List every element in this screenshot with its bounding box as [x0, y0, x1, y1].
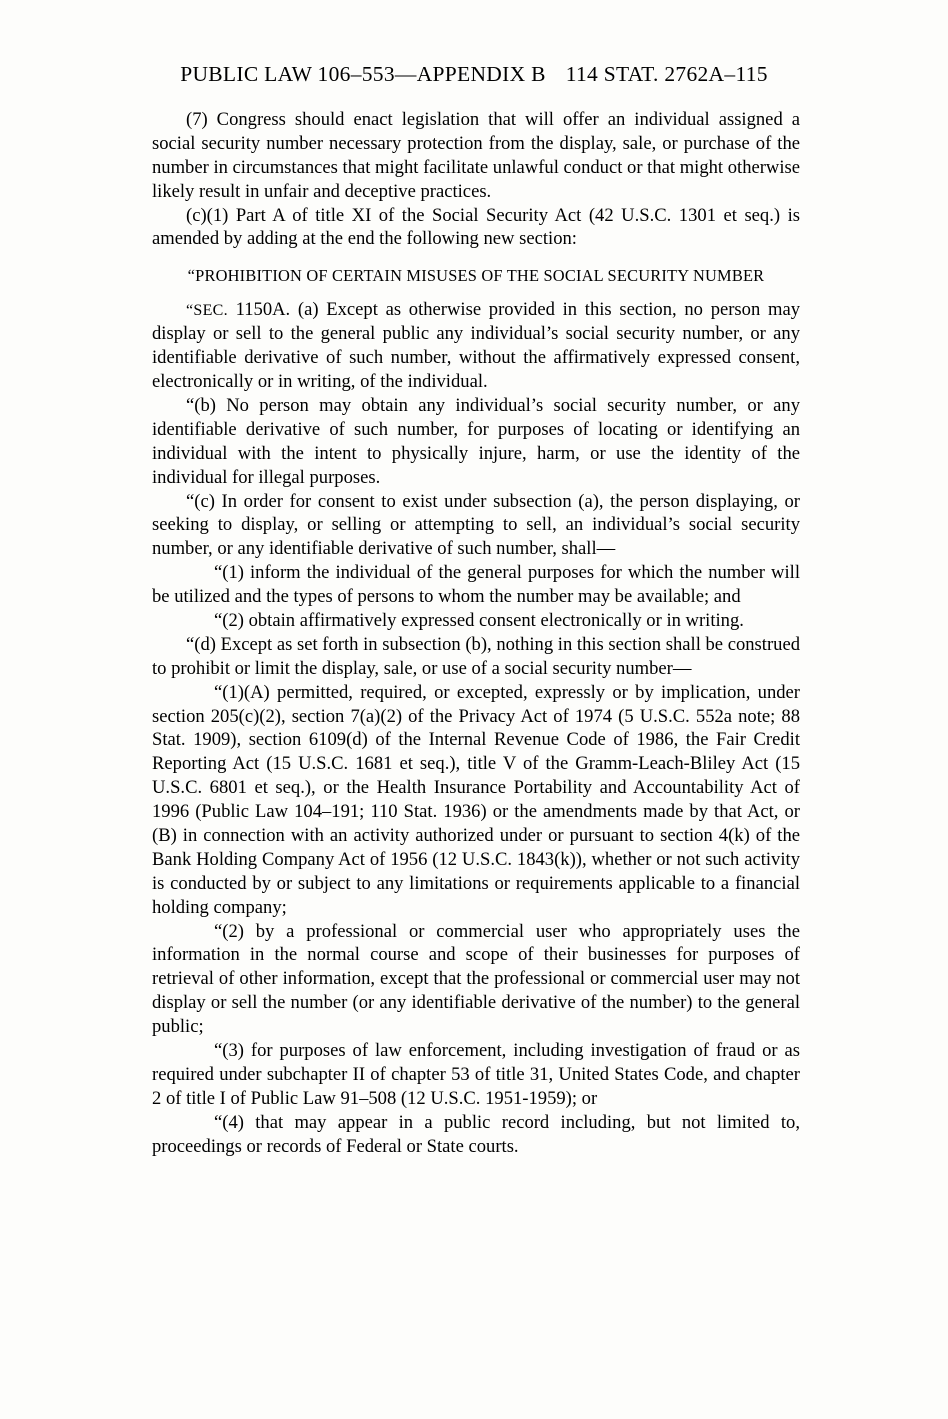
paragraph-c-1: “(1) inform the individual of the general purposes for which the number will be utilized and the types of persons to whom the number may be available; and [152, 562, 800, 608]
paragraph-c: “(c) In order for consent to exist under subsection (a), the person displaying, or seeking to display, or selling or attempting to sell, an individual’s social security number, or any identifiable derivative of such number, shall— [152, 490, 800, 560]
paragraph-sec1150a-a [152, 298, 800, 394]
paragraph-7: (7) Congress should enact legislation that will offer an individual assigned a social security number necessary protection from the display, sale, or purchase of the number in circumstances that might facilitate unlawful conduct or that might otherwise likely result in unfair and deceptive practices. [152, 109, 801, 202]
section-heading: “PROHIBITION OF CERTAIN MISUSES OF THE SOCIAL SECURITY NUMBER [187, 266, 765, 286]
header-right-text: 114 STAT. 2762A–115 [565, 62, 768, 86]
paragraph-d-1a: “(1)(A) permitted, required, or excepted, expressly or by implication, under section 205(c)(2), section 7(a)(2) of the Privacy Act of 1974 (5 U.S.C. 552a note; 88 Stat. 1909), section 6109(d) of the Internal Revenue Code of 1986, the Fair Credit Reporting Act (15 U.S.C. 1681 et seq.), title V of the Gramm-Leach-Bliley Act (15 U.S.C. 6801 et seq.), or the Health Insurance Portability and Accountability Act of 1996 (Public Law 104–191; 110 Stat. 1936) or the amendments made by that Act, or (B) in connection with an activity authorized under or pursuant to section 4(k) of the Bank Holding Company Act of 1956 (12 U.S.C. 1843(k)), whether or not such activity is conducted by or subject to any limitations or requirements applicable to a financial holding company; [152, 681, 800, 918]
paragraph-b: “(b) No person may obtain any individual’s social security number, or any identifiable derivative of such number, for purposes of locating or identifying an individual with the intent to physically injure, harm, or use the identity of the individual for illegal purposes. [152, 394, 800, 488]
paragraph-d: “(d) Except as set forth in subsection (b), nothing in this section shall be construed to prohibit or limit the display, sale, or use of a social security number— [152, 633, 800, 679]
page-header [0, 62, 948, 87]
paragraph-d-4: “(4) that may appear in a public record including, but not limited to, proceedings or records of Federal or State courts. [152, 1111, 800, 1157]
section-label: “SEC. [186, 302, 228, 320]
document-body [152, 108, 800, 1158]
paragraph-d-3: “(3) for purposes of law enforcement, including investigation of fraud or as required under subchapter II of chapter 53 of title 31, United States Code, and chapter 2 of title I of Public Law 91–508 (12 U.S.C. 1951-1959); or [152, 1040, 800, 1109]
paragraph-c1: (c)(1) Part A of title XI of the Social Security Act (42 U.S.C. 1301 et seq.) is amended by adding at the end the following new section: [152, 204, 800, 250]
paragraph-c-2: “(2) obtain affirmatively expressed consent electronically or in writing. [214, 610, 744, 631]
paragraph-sec1150a-a-text: 1150A. (a) Except as otherwise provided in this section, no person may display or sell to the general public any individual’s social security number, or any identifiable derivative of such number, without the affirmatively expressed consent, electronically or in writing, of the individual. [152, 299, 800, 393]
paragraph-d-2: “(2) by a professional or commercial user who appropriately uses the information in the normal course and scope of their businesses for purposes of retrieval of other information, except that the professional or commercial user may not display or sell the number (or any identifiable derivative of the number) to the general public; [152, 920, 800, 1038]
header-left-text: PUBLIC LAW 106–553—APPENDIX B [180, 62, 546, 86]
